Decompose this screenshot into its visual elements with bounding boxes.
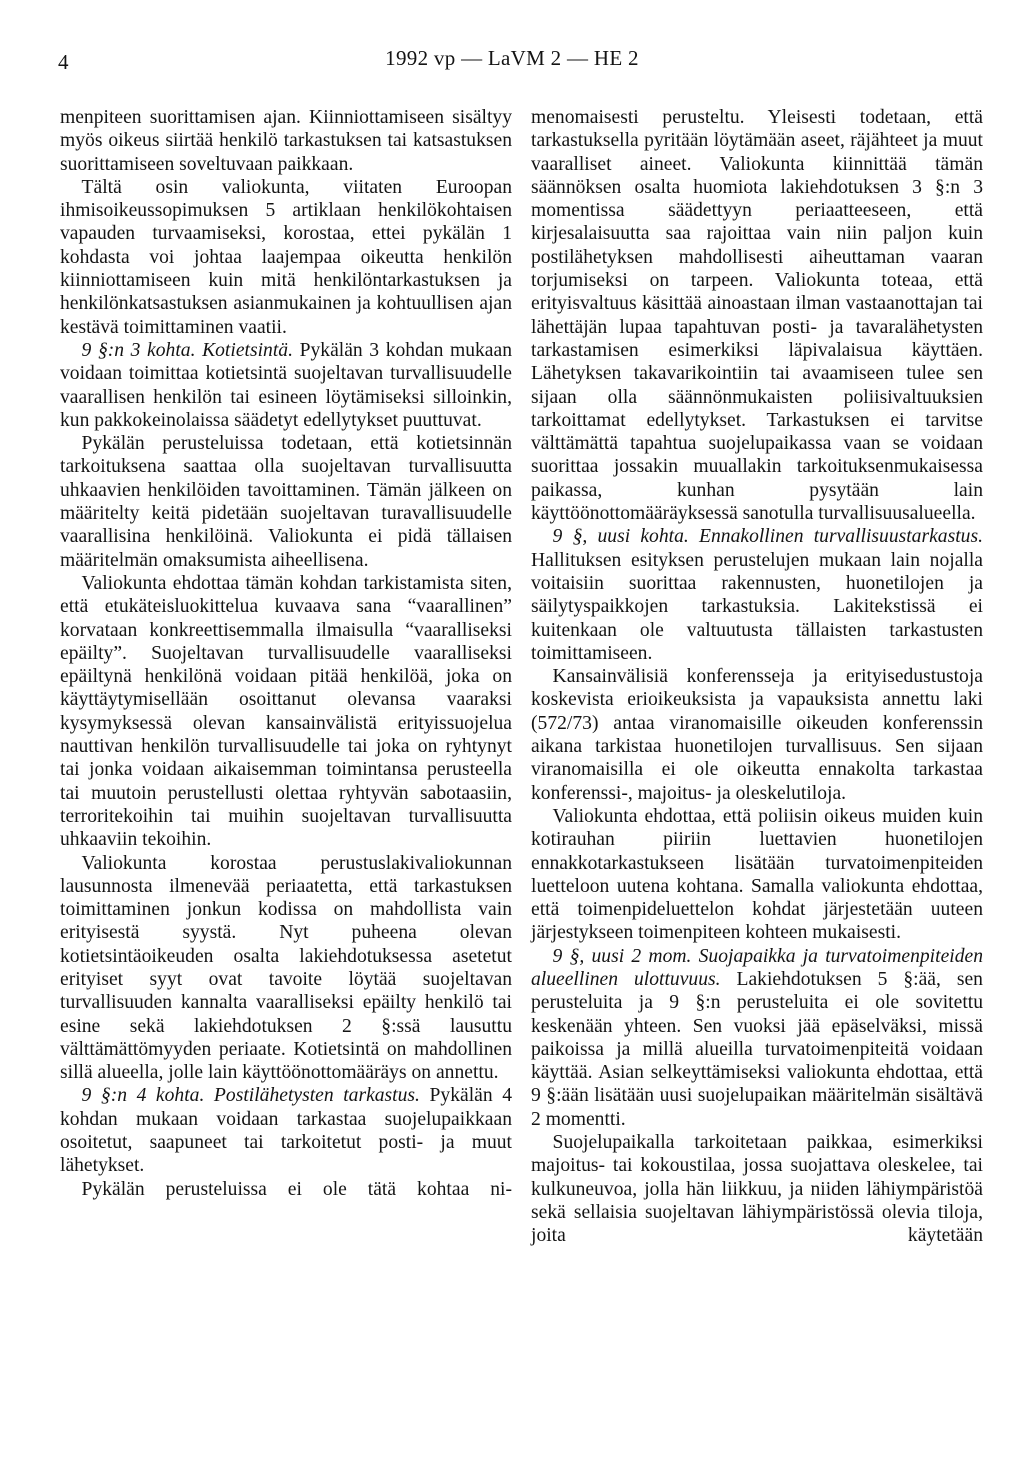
paragraph: Pykälän perusteluissa ei ole tätä kohtaa ni- [81,1178,512,1200]
paragraph: menpiteen suorittamisen ajan. Kiinniottamiseen sisältyy myös oikeus siirtää henkilö tarkastuksen tai katsastuksen suorittamiseen soveltuvaan paikkaan. [60,107,512,175]
paragraph: Valiokunta ehdottaa tämän kohdan tarkistamista siten, että etukäteisluokittelua kuvaava sana “vaarallinen” korvataan konkreettisemmalla ilmaisulla “vaaralliseksi epäilty”. Suojeltavan turvallisuudelle vaaralliseksi epäiltynä henkilönä voidaan pitää henkilöä, joka on käyttäytymisellään osoittanut olevansa vaaraksi kysymyksessä olevan kansainvälistä erityissuojelua nauttivan henkilön turvallisuudelle tai joka on ryhtynyt tai jonka voidaan aikaisemman toimintansa perusteella tai muutoin perustellusti olettaa ryhtyvän sabotaasiin, terroritekoihin tai muihin suojeltavan turvallisuutta uhkaaviin tekoihin. [60,572,512,851]
paragraph: Kansainvälisiä konferensseja ja erityisedustustoja koskevista erioikeuksista ja vapauksista annettu laki (572/73) antaa viranomaisille oikeuden konferenssin aikana tarkistaa huonetilojen turvallisuus. Sen sijaan viranomaisilla ei ole oikeutta ennakolta tarkastaa konferenssi-, majoitus- ja oleskelutiloja. [531,666,983,804]
paragraph: Valiokunta ehdottaa, että poliisin oikeus muiden kuin kotirauhan piiriin luettavien huonetilojen ennakkotarkastukseen lisätään turvatoimenpiteiden luetteloon uutena kohtana. Samalla valiokunta ehdottaa, että toimenpideluettelon kohdat järjestetään uuteen järjestykseen toimenpiteen kohteen mukaisesti. [531,805,983,944]
paragraph: menomaisesti perusteltu. Yleisesti todetaan, että tarkastuksella pyritään löytämään aseet, räjähteet ja muut vaaralliset aineet. Valiokunta kiinnittää tämän säännöksen osalta huomiota lakiehdotuksen 3 §:n 3 momentissa säädettyyn periaatteeseen, että kirjesalaisuutta saa rajoittaa vain niin paljon kuin postilähetyksen mahdollisesti aiheuttaman vaaran torjumiseksi on tarpeen. Valiokunta toteaa, että erityisvaltuus käsittää ainoastaan ilman vastaanottajan tai lähettäjän lupaa tapahtuvan posti- ja tavaralähetysten tarkastamisen esimerkiksi läpivalaisua käyttäen. Lähetyksen takavarikointiin tai avaamiseen tulee sen sijaan olla säännönmukaisten poliisivaltuuksien tarkoittamat edellytykset. Tarkastuksen ei tarvitse välttämättä tapahtua suojelupaikassa vaan se voidaan suorittaa jossakin muuallakin tarkoituksenmukaisessa paikassa, kunhan pysytään lain käyttöönottomääräyksessä sanotulla turvallisuusalueella. [531,107,983,525]
paragraph-text: Pykälän 4 kohdan mukaan voidaan tarkastaa suojelupaikkaan osoitetut, saapuneet tai tarkoitetut posti- ja muut lähetykset. [60,1085,512,1177]
paragraph: Suojelupaikalla tarkoitetaan paikkaa, esimerkiksi majoitus- tai kokoustilaa, jossa suojattava oleskelee, tai kulkuneuvoa, jolla hän liikkuu, ja niiden lähiympäristöä sekä sellaisia suojeltavan lähiympäristössä olevia tiloja, joita käytetään [531,1132,983,1247]
paragraph-text: Hallituksen esityksen perustelujen mukaan lain nojalla voitaisiin suorittaa rakennusten, huonetilojen ja säilytyspaikkojen tarkastuksia. Lakitekstissä ei kuitenkaan ole valtuutusta tällaisten tarkastusten toimittamiseen. [531,549,983,664]
section-heading: 9 §, uusi 2 mom. Suojapaikka ja turvatoimenpiteiden alueellinen ulottuvuus. [531,945,983,990]
left-column [60,106,512,1201]
paragraph [60,339,512,432]
section-heading: 9 §, uusi kohta. Ennakollinen turvallisuustarkastus. [552,526,983,548]
right-column [531,106,983,1248]
paragraph-text: Lakiehdotuksen 5 §:ää, sen perusteluita ja 9 §:n perusteluita ei ole sovitettu keskenään yhteen. Sen vuoksi jää epäselväksi, missä paikoissa ja millä alueilla turvatoimenpiteitä voidaan käyttää. Asian selkeyttämiseksi valiokunta ehdottaa, että 9 §:ään lisätään uusi suojelupaikan määritelmän sisältävä 2 momentti. [531,968,983,1130]
paragraph-text: Pykälän 3 kohdan mukaan voidaan toimittaa kotietsintä suojeltavan turvallisuudelle vaarallisen henkilön tai esineen löytämiseksi silloinkin, kun pakkokeinolaissa säädetyt edellytykset puuttuvat. [60,339,512,431]
paragraph: Pykälän perusteluissa todetaan, että kotietsinnän tarkoituksena saattaa olla suojeltavan turvallisuutta uhkaavien henkilöiden tavoittaminen. Tämän jälkeen on määritelty keitä pidetään suojeltavan turavallisuudelle vaarallisina henkilöinä. Valiokunta ei pidä tällaisen määritelmän omaksumista aiheellisena. [60,433,512,571]
section-heading: 9 §:n 4 kohta. Postilähetysten tarkastus. [81,1085,420,1107]
running-head: 1992 vp — LaVM 2 — HE 2 [385,46,639,70]
section-heading: 9 §:n 3 kohta. Kotietsintä. [81,339,293,361]
paragraph: Valiokunta korostaa perustuslakivaliokunnan lausunnosta ilmenevää periaatetta, että tarkastuksen toimittaminen jonkun kodissa on mahdollista vain erityisestä syystä. Nyt puheena olevan kotietsintäoikeuden osalta lakiehdotuksessa asetetut erityiset syyt ovat tavoite löytää suojeltavan turvallisuuden kannalta vaaralliseksi epäilty henkilö tai esine sekä lakiehdotuksen 2 §:ssä lausuttu välttämättömyyden periaate. Kotietsintä on mahdollinen sillä alueella, jolle lain käyttöönottomääräys on annettu. [60,852,512,1084]
page-number: 4 [58,50,69,74]
paragraph [60,1084,512,1177]
paragraph: Tältä osin valiokunta, viitaten Euroopan ihmisoikeussopimuksen 5 artiklaan henkilökohtaisen vapauden turvaamiseksi, korostaa, ettei pykälän 1 kohdasta voi johtaa laajempaa oikeutta henkilön kiinniottamiseen kuin mitä henkilöntarkastuksen ja henkilönkatsastuksen asianmukainen ja kohtuullisen ajan kestävä toimittaminen vaatii. [60,176,512,338]
paragraph [531,945,983,1131]
paragraph [531,525,983,665]
